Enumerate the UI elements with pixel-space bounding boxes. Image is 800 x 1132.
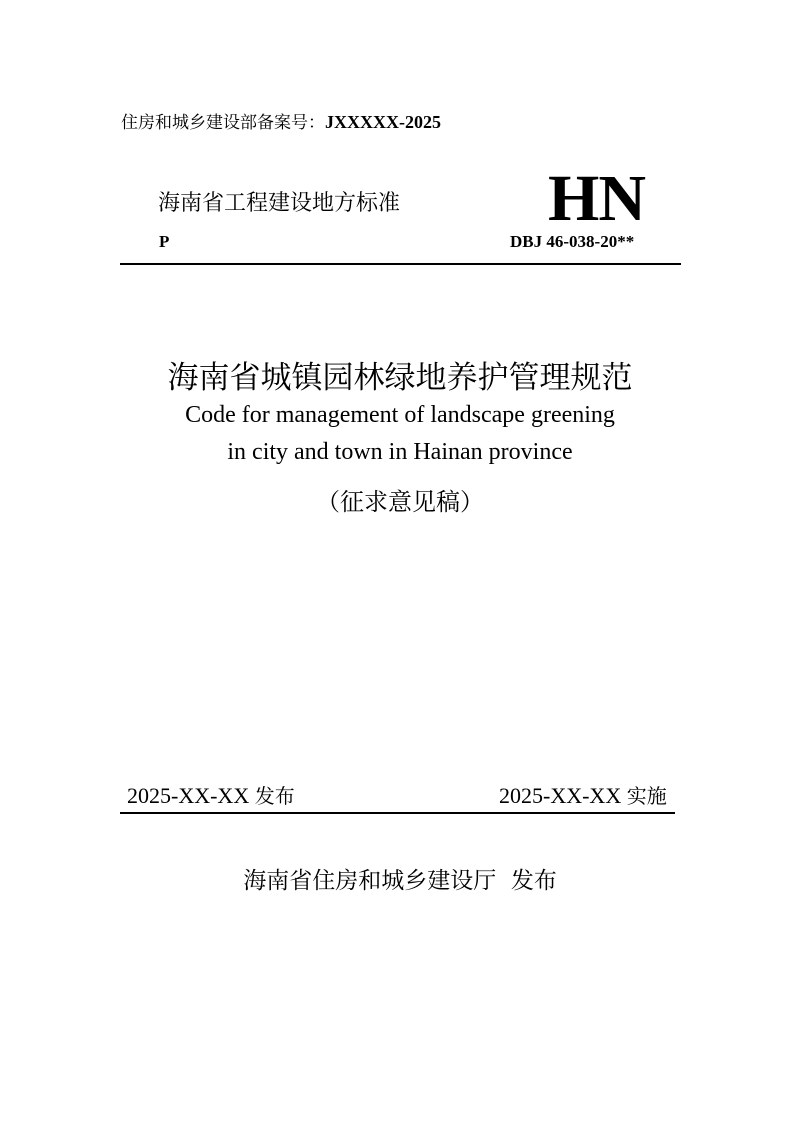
issue-date-value: 2025-XX-XX [127,783,250,808]
issue-date-label: 发布 [254,784,295,808]
standard-type: 海南省工程建设地方标准 [158,191,401,216]
effective-date [499,780,667,809]
publish-label: 发布 [510,868,557,894]
effective-date-label: 实施 [626,784,667,808]
issue-date [127,780,295,809]
header-divider [120,263,681,265]
standard-category: P [159,232,170,251]
publisher-name: 海南省住房和城乡建设厅 [243,868,497,894]
draft-note: （征求意见稿） [316,488,484,516]
footer-divider [120,812,675,814]
filing-label: 住房和城乡建设部备案号： [121,113,325,133]
publisher [0,862,800,895]
hn-mark: HN [548,162,645,235]
filing-number [121,108,441,133]
document-title-chinese: 海南省城镇园林绿地养护管理规范 [167,360,633,396]
standard-number: DBJ 46-038-20** [510,232,635,251]
effective-date-value: 2025-XX-XX [499,783,622,808]
document-title-english-line2: in city and town in Hainan province [227,439,573,465]
document-title-english-line1: Code for management of landscape greening [185,402,615,428]
filing-code: JXXXXX-2025 [325,112,441,132]
